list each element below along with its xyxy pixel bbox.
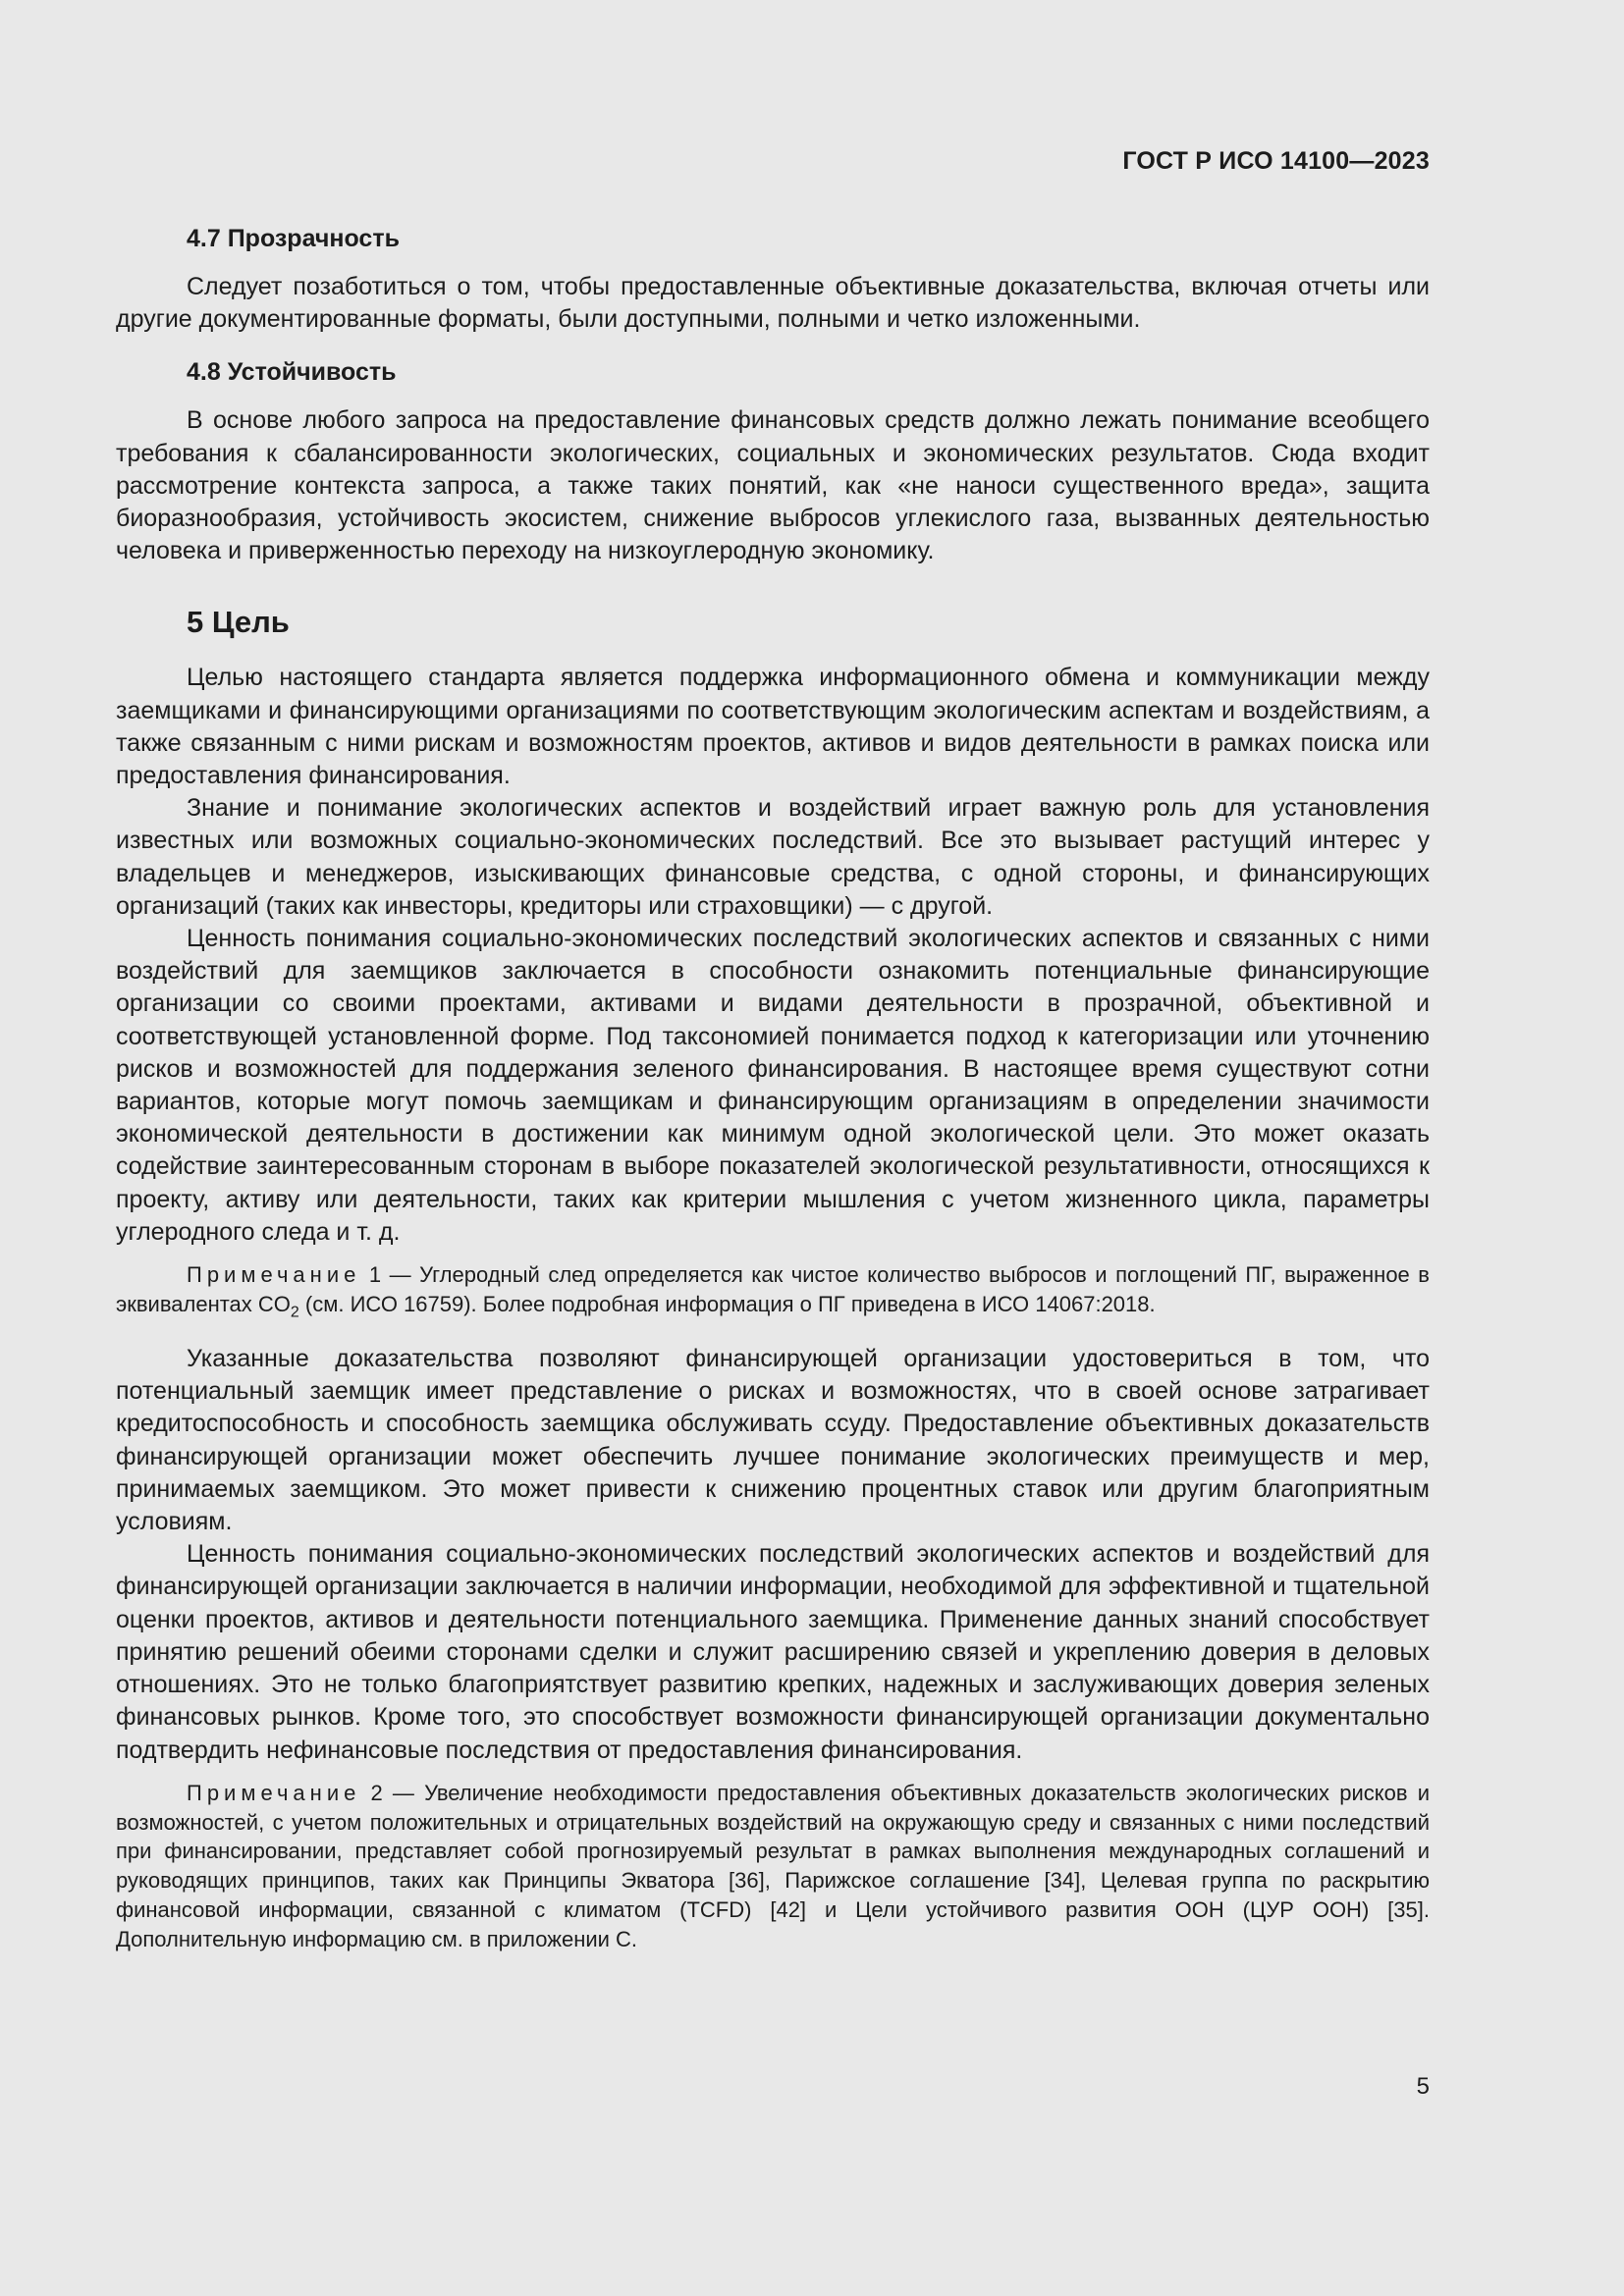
note-1-text-b: (см. ИСО 16759). Более подробная информация о ПГ приведена в ИСО 14067:2018.	[298, 1291, 1156, 1316]
note-1-label: Примечание	[187, 1262, 361, 1288]
note-1-subscript: 2	[290, 1304, 299, 1321]
section-5-paragraph-2: Знание и понимание экологических аспектов и воздействий играет важную роль для установления известных или возможных социально-экономических последствий. Все это вызывает растущий интерес у владельцев и менеджеров, изыскивающих финансовые средства, с одной стороны, и финансирующих организаций (таких как инвесторы, кредиторы или страховщики) — с другой.	[116, 794, 1430, 920]
section-4-8-title: 4.8 Устойчивость	[187, 358, 397, 387]
note-1	[116, 1260, 1430, 1327]
section-5-paragraph-5: Ценность понимания социально-экономических последствий экологических аспектов и воздействий для финансирующей организации заключается в наличии информации, необходимой для эффективной и тщательной оценки проектов, активов и деятельности потенциального заемщика. Применение данных знаний способствует принятию решений обеими сторонами сделки и служит расширению связей и укреплению доверия в деловых отношениях. Это не только благоприятствует развитию крепких, надежных и заслуживающих доверия зеленых финансовых рынков. Кроме того, это способствует возможности финансирующей организации документально подтвердить нефинансовые последствия от предоставления финансирования.	[116, 1540, 1430, 1764]
section-4-8	[116, 355, 1430, 567]
note-2	[116, 1779, 1430, 1954]
section-4-8-paragraph: В основе любого запроса на предоставление финансовых средств должно лежать понимание всеобщего требования к сбалансированности экологических, социальных и экономических результатов. Сюда входит рассмотрение контекста запроса, а также таких понятий, как «не наноси существенного вреда», защита биоразнообразия, устойчивость экосистем, снижение выбросов углекислого газа, вызванных деятельностью человека и приверженностью переходу на низкоуглеродную экономику.	[116, 406, 1430, 565]
note-2-text: 2 — Увеличение необходимости предоставления объективных доказательств экологических рисков и возможностей, с учетом положительных и отрицательных воздействий на окружающую среду и связанных с ними последствий при финансировании, представляет собой прогнозируемый результат в рамках выполнения международных соглашений и руководящих принципов, таких как Принципы Экватора [36], Парижское соглашение [34], Целевая группа по раскрытию финансовой информации, связанной с климатом (TCFD) [42] и Цели устойчивого развития ООН (ЦУР ООН) [35]. Дополнительную информацию см. в приложении С.	[116, 1780, 1430, 1951]
note-1-text-a: 1 — Углеродный след определяется как чистое количество выбросов и поглощений ПГ, выраженное в эквивалентах CO	[116, 1262, 1430, 1316]
section-4-7-title: 4.7 Прозрачность	[187, 225, 400, 252]
section-5-paragraph-1: Целью настоящего стандарта является поддержка информационного обмена и коммуникации между заемщиками и финансирующими организациями по соответствующим экологическим аспектам и воздействиям, а также связанным с ними рискам и возможностям проектов, активов и видов деятельности в рамках поиска или предоставления финансирования.	[116, 664, 1430, 790]
section-5	[116, 603, 1430, 1953]
section-5-paragraph-3: Ценность понимания социально-экономических последствий экологических аспектов и связанных с ними воздействий для заемщиков заключается в способности ознакомить потенциальные финансирующие организации со своими проектами, активами и видами деятельности в прозрачной, объективной и соответствующей установленной форме. Под таксономией понимается подход к категоризации или уточнению рисков и возможностей для поддержания зеленого финансирования. В настоящее время существуют сотни вариантов, которые могут помочь заемщикам и финансирующим организациям в определении значимости экономической деятельности в достижении как минимум одной экологической цели. Это может оказать содействие заинтересованным сторонам в выборе показателей экологической результативности, относящихся к проекту, активу или деятельности, таких как критерии мышления с учетом жизненного цикла, параметры углеродного следа и т. д.	[116, 925, 1430, 1246]
standard-header: ГОСТ Р ИСО 14100—2023	[1122, 147, 1430, 175]
section-4-7	[116, 222, 1430, 336]
section-4-7-paragraph: Следует позаботиться о том, чтобы предоставленные объективные доказательства, включая отчеты или другие документированные форматы, были доступными, полными и четко изложенными.	[116, 273, 1430, 334]
page-number: 5	[1416, 2073, 1430, 2100]
document-body	[116, 222, 1430, 1969]
section-5-title: 5 Цель	[187, 605, 290, 640]
section-5-paragraph-4: Указанные доказательства позволяют финансирующей организации удостовериться в том, что потенциальный заемщик имеет представление о рисках и возможностях, что в своей основе затрагивает кредитоспособность и способность заемщика обслуживать ссуду. Предоставление объективных доказательств финансирующей организации может обеспечить лучшее понимание экологических преимуществ и мер, принимаемых заемщиком. Это может привести к снижению процентных ставок или другим благоприятным условиям.	[116, 1345, 1430, 1536]
note-2-label: Примечание	[187, 1780, 361, 1805]
